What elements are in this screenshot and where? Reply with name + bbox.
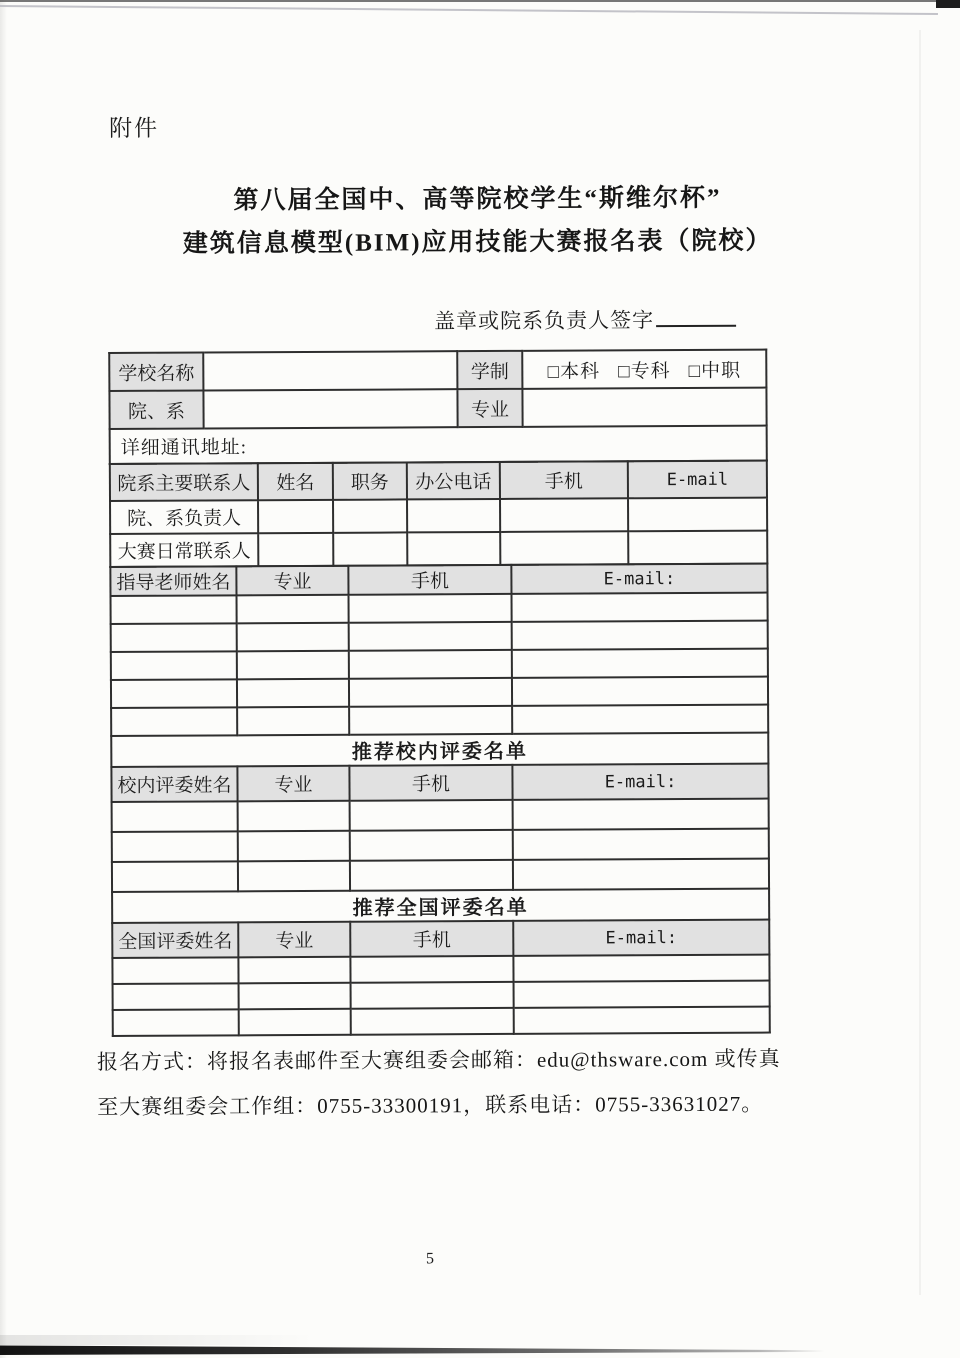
empty-cell — [238, 957, 350, 984]
department-value-cell — [203, 389, 457, 428]
registration-form-table — [108, 349, 769, 1037]
empty-cell — [513, 955, 769, 982]
national-judges-header-cell: 专业 — [238, 922, 350, 958]
empty-cell — [111, 707, 237, 736]
department-label-cell: 院、系 — [109, 391, 203, 429]
internal-judges-header-cell: 校内评委姓名 — [111, 766, 237, 802]
empty-cell — [238, 831, 350, 862]
empty-cell — [512, 593, 768, 622]
empty-cell — [349, 678, 512, 707]
empty-cell — [350, 830, 513, 861]
contacts-header-row — [110, 461, 767, 501]
empty-cell — [628, 531, 767, 565]
signature-line — [434, 304, 736, 336]
major-value-cell — [522, 388, 766, 427]
empty-cell — [514, 981, 770, 1008]
checkbox-option-zhongzhi: □中职 — [688, 360, 742, 382]
empty-cell — [512, 677, 768, 706]
registration-instructions-line1: 报名方式：将报名表邮件至大赛组委会邮箱：edu@thsware.com 或传真 — [96, 1046, 781, 1075]
school-name-value-cell — [203, 351, 457, 390]
contacts-row-department-head — [110, 498, 767, 534]
empty-cell — [238, 801, 350, 832]
scan-bottom-shade — [0, 1335, 420, 1345]
checkbox-option-benke: □本科 — [547, 360, 601, 383]
teacher-blank-row — [111, 705, 768, 736]
empty-cell — [513, 799, 769, 830]
contacts-header-cell-email: E-mail — [628, 461, 767, 499]
document-title-line2: 建筑信息模型(BIM)应用技能大赛报名表（院校） — [182, 227, 773, 258]
empty-cell — [513, 859, 769, 890]
empty-cell — [112, 801, 238, 832]
empty-cell — [349, 706, 512, 735]
empty-cell — [350, 860, 513, 891]
empty-cell — [237, 679, 349, 708]
contact-role-label-cell: 大赛日常联系人 — [110, 533, 258, 567]
teachers-header-cell-email: E-mail: — [511, 564, 767, 594]
empty-cell — [407, 532, 500, 565]
national-judges-header-cell: 全国评委姓名 — [112, 922, 238, 958]
school-info-table — [108, 349, 768, 465]
internal-judges-header-row — [111, 764, 768, 802]
empty-cell — [237, 623, 349, 652]
teachers-header-cell: 手机 — [348, 565, 511, 595]
empty-cell — [513, 829, 769, 860]
empty-cell — [628, 498, 767, 532]
empty-cell — [351, 1008, 514, 1035]
empty-cell — [111, 595, 237, 624]
contacts-row-daily-contact — [110, 531, 767, 567]
empty-cell — [237, 707, 349, 736]
attachment-label: 附件 — [108, 115, 160, 141]
document-title-line1: 第八届全国中、高等院校学生“斯维尔杯” — [233, 184, 722, 215]
internal-judges-title-row — [111, 733, 768, 767]
empty-cell — [239, 983, 351, 1010]
empty-cell — [112, 861, 238, 892]
national-judges-header-cell: 手机 — [350, 921, 513, 957]
signature-underline — [656, 305, 736, 327]
internal-judge-blank-row — [112, 799, 769, 832]
empty-cell — [407, 499, 500, 532]
national-judges-header-cell-email: E-mail: — [513, 920, 769, 956]
contacts-header-cell: 院系主要联系人 — [110, 463, 258, 501]
internal-judges-header-cell: 手机 — [349, 765, 512, 801]
empty-cell — [512, 649, 768, 678]
national-judges-header-row — [112, 920, 769, 958]
registration-instructions-line2: 至大赛组委会工作组：0755-33300191，联系电话：0755-33631027。 — [97, 1091, 764, 1120]
system-options-cell — [522, 350, 766, 389]
teachers-and-judges-table — [109, 563, 770, 1037]
contacts-header-cell: 办公电话 — [407, 462, 500, 499]
empty-cell — [514, 1007, 770, 1034]
empty-cell — [111, 623, 237, 652]
national-judge-blank-row — [112, 955, 769, 984]
teacher-blank-row — [111, 621, 768, 652]
empty-cell — [113, 1009, 239, 1036]
empty-cell — [112, 957, 238, 984]
contacts-header-cell: 手机 — [500, 461, 628, 499]
internal-judges-header-cell: 专业 — [237, 766, 349, 802]
internal-judge-blank-row — [112, 829, 769, 862]
internal-judge-blank-row — [112, 859, 769, 892]
empty-cell — [258, 533, 333, 566]
signature-label: 盖章或院系负责人签字 — [434, 308, 655, 334]
internal-judges-section-title: 推荐校内评委名单 — [111, 733, 768, 767]
national-judges-section-title: 推荐全国评委名单 — [112, 889, 769, 923]
major-label-cell: 专业 — [457, 389, 522, 427]
contacts-header-cell: 职务 — [333, 462, 407, 499]
empty-cell — [333, 499, 407, 532]
contacts-table — [109, 460, 769, 568]
empty-cell — [112, 831, 238, 862]
teachers-header-cell: 指导老师姓名 — [110, 566, 236, 596]
empty-cell — [111, 679, 237, 708]
system-label-cell: 学制 — [457, 351, 522, 389]
national-judges-title-row — [112, 889, 769, 923]
checkbox-option-zhuanke: □专科 — [618, 360, 671, 382]
empty-cell — [500, 531, 628, 565]
national-judge-blank-row — [113, 1007, 770, 1036]
empty-cell — [349, 650, 512, 679]
empty-cell — [333, 532, 407, 565]
scan-corner-mark — [936, 0, 960, 8]
school-name-label-cell: 学校名称 — [109, 353, 203, 391]
empty-cell — [349, 594, 512, 623]
empty-cell — [350, 956, 513, 983]
empty-cell — [111, 651, 237, 680]
national-judge-blank-row — [113, 981, 770, 1010]
scan-right-edge-line — [919, 30, 921, 1295]
empty-cell — [113, 983, 239, 1010]
scan-left-edge-shade — [0, 0, 7, 1358]
teacher-blank-row — [111, 677, 768, 708]
empty-cell — [351, 982, 514, 1009]
contact-role-label-cell: 院、系负责人 — [110, 500, 258, 534]
scan-top-edge-line — [0, 0, 948, 2]
internal-judges-header-cell-email: E-mail: — [512, 764, 768, 800]
teachers-header-cell: 专业 — [236, 566, 348, 596]
empty-cell — [239, 1009, 351, 1036]
page-number: 5 — [425, 1250, 435, 1268]
empty-cell — [237, 651, 349, 680]
contacts-header-cell: 姓名 — [258, 463, 333, 500]
empty-cell — [500, 498, 628, 532]
address-label-cell: 详细通讯地址: — [110, 426, 767, 464]
empty-cell — [237, 595, 349, 624]
empty-cell — [258, 500, 333, 533]
registration-instructions — [97, 1036, 797, 1130]
empty-cell — [512, 621, 768, 650]
teacher-blank-row — [111, 593, 768, 624]
teacher-blank-row — [111, 649, 768, 680]
teachers-header-row — [110, 564, 767, 596]
empty-cell — [349, 622, 512, 651]
empty-cell — [512, 705, 768, 734]
empty-cell — [238, 861, 350, 892]
empty-cell — [350, 800, 513, 831]
